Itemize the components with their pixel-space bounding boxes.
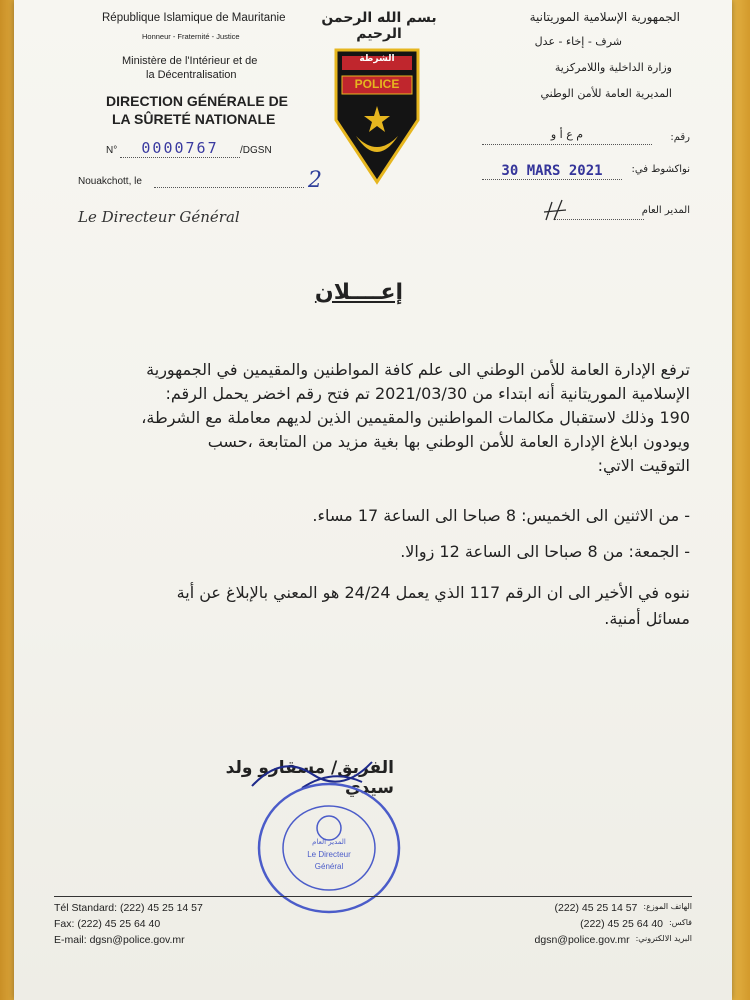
footer-tel-fr: Tél Standard: (222) 45 25 14 57 <box>54 902 203 914</box>
footer-tel-ar <box>555 902 693 914</box>
footer-fax-ar-value: (222) 45 25 64 40 <box>580 918 664 930</box>
footer-email-ar <box>535 934 692 946</box>
number-value-ar: م ع أ و <box>482 128 652 145</box>
announcement-title: إعــــلان <box>314 280 404 305</box>
body-line: ويودون ابلاغ الإدارة العامة للأمن الوطني بها بغية مزيد من المتابعة ،حسب <box>207 432 690 451</box>
footer-email-fr: E-mail: dgsn@police.gov.mr <box>54 934 185 946</box>
header-direction-fr-2: LA SÛRETÉ NATIONALE <box>112 111 276 127</box>
number-label-fr: N° <box>106 145 118 156</box>
header-republic-fr: République Islamique de Mauritanie <box>102 12 286 24</box>
header-ministry-ar: وزارة الداخلية واللامركزية <box>554 61 672 74</box>
closing-note <box>58 580 690 632</box>
footer-divider <box>54 896 692 897</box>
closing-line: ننوه في الأخير الى ان الرقم 117 الذي يعمل 24/24 هو المعني بالإبلاغ عن أية <box>176 583 690 602</box>
header-ministry-fr-1: Ministère de l'Intérieur et de <box>122 55 258 67</box>
badge-police-text: POLICE <box>354 77 400 91</box>
header-motto-fr: Honneur - Fraternité - Justice <box>142 32 240 41</box>
body-line: 190 وذلك لاستقبال مكالمات المواطنين والمقيمين الذين لديهم معاملة مع الشرطة، <box>141 408 690 427</box>
header-republic-ar: الجمهورية الإسلامية الموريتانية <box>529 10 680 24</box>
number-suffix-fr: /DGSN <box>240 145 272 156</box>
footer-fax-fr: Fax: (222) 45 25 64 40 <box>54 918 161 930</box>
director-title-fr: Le Directeur Général <box>78 208 240 226</box>
body-line: التوقيت الاتي: <box>597 456 690 475</box>
footer-tel-ar-value: (222) 45 25 14 57 <box>554 902 638 914</box>
director-title-ar: المدير العام <box>641 205 690 216</box>
footer-fax-ar-label: فاكس: <box>669 918 692 927</box>
announcement-body <box>58 358 690 478</box>
signatory-name: الفريق/ مسقارو ولد سيدي <box>225 758 394 798</box>
bismillah-calligraphy: بسم الله الرحمن الرحيم <box>321 10 437 42</box>
seal-inner-fr-2: Général <box>314 862 344 871</box>
schedule-weekdays: - من الاثنين الى الخميس: 8 صباحا الى الساعة 17 مساء. <box>312 506 690 525</box>
city-label-fr: Nouakchott, le <box>78 176 142 187</box>
body-line: الإسلامية الموريتانية أنه ابتداء من 2021/03/30 تم فتح رقم اخضر يحمل الرقم: <box>165 384 690 403</box>
number-value-fr: 0000767 <box>120 139 240 158</box>
footer-email-ar-label: البريد الالكتروني: <box>635 934 692 943</box>
footer-tel-ar-label: الهاتف الموزع: <box>643 902 692 911</box>
director-initials-scribble <box>540 198 570 224</box>
seal-inner-fr-1: Le Directeur <box>307 850 351 859</box>
city-label-ar: نواكشوط في: <box>631 164 690 175</box>
badge-arabic-text: الشرطة <box>359 54 395 64</box>
closing-line: مسائل أمنية. <box>604 609 690 628</box>
official-seal <box>254 778 404 918</box>
header-ministry-fr-2: la Décentralisation <box>146 69 237 81</box>
schedule-friday: - الجمعة: من 8 صباحا الى الساعة 12 زوالا. <box>400 542 690 561</box>
body-line: ترفع الإدارة العامة للأمن الوطني الى علم كافة المواطنين والمقيمين في الجمهورية <box>146 360 690 379</box>
date-stamp: 30 MARS 2021 <box>482 163 622 180</box>
header-motto-ar: شرف - إخاء - عدل <box>534 35 622 48</box>
header-direction-fr-1: DIRECTION GÉNÉRALE DE <box>106 93 289 109</box>
footer-email-ar-value: dgsn@police.gov.mr <box>534 934 630 946</box>
footer-fax-ar <box>580 918 692 930</box>
seal-inner-arabic: المدير العام <box>312 838 346 846</box>
document-page <box>14 0 732 1000</box>
date-line-fr <box>154 186 304 188</box>
header-direction-ar: المديرية العامة للأمن الوطني <box>540 87 672 100</box>
handwritten-mark: 2 <box>308 168 322 193</box>
number-label-ar: رقم: <box>670 132 690 143</box>
seal-ring-icon <box>254 778 404 918</box>
